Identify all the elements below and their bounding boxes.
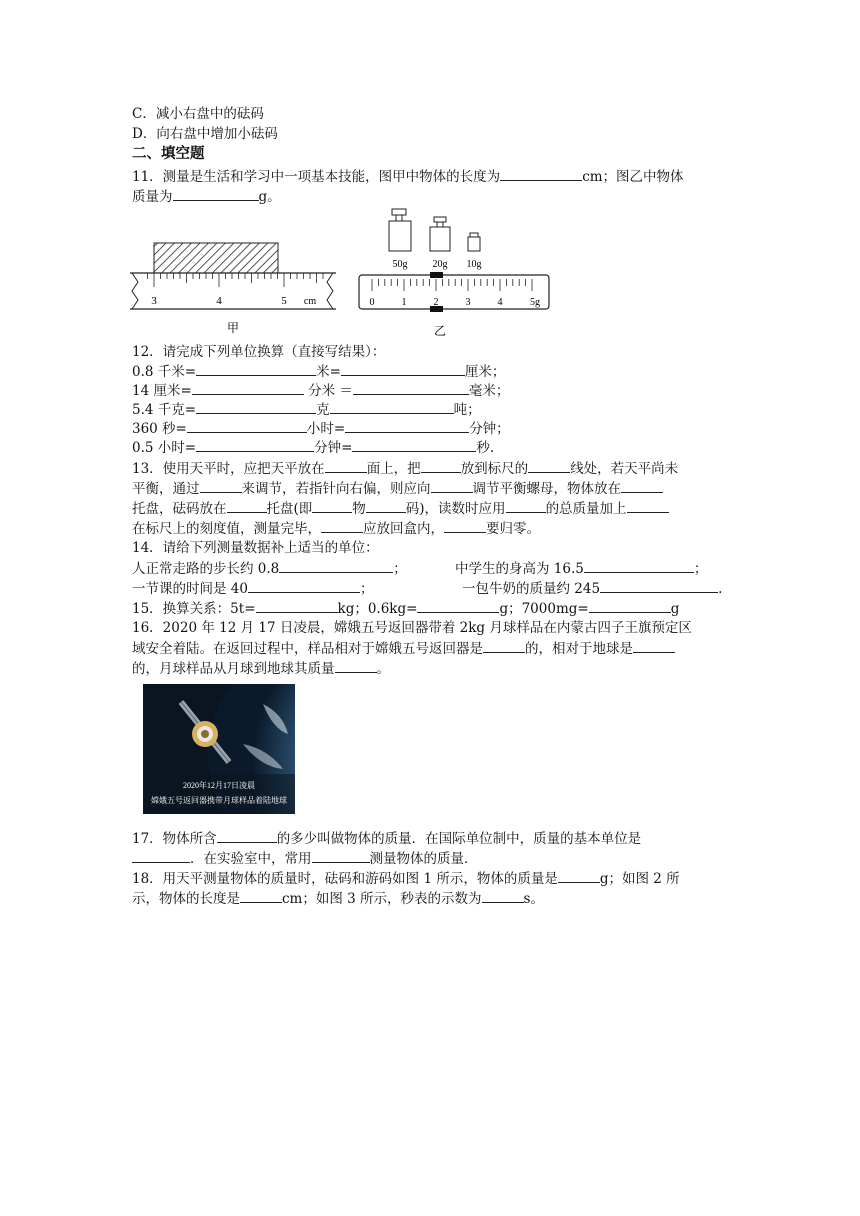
rider-top (430, 272, 443, 278)
q12-line2: 14 厘米= 分米 ＝ 毫米； (132, 383, 510, 399)
blank[interactable] (325, 459, 367, 473)
scale-labels (370, 297, 541, 308)
q12-line1: 0.8 千米= 米= 厘米； (132, 364, 506, 380)
option-d: D．向右盘中增加小砝码 (132, 126, 278, 142)
blank[interactable] (279, 559, 393, 573)
q14-title: 14．请给下列测量数据补上适当的单位： (132, 540, 379, 556)
caption: 乙 (433, 324, 447, 338)
blank[interactable] (482, 889, 524, 903)
blank[interactable] (132, 849, 190, 863)
blank[interactable] (187, 419, 307, 433)
q16-line2: 域安全着陆。在返回过程中，样品相对于嫦娥五号返回器是 的，相对于地球是 (132, 639, 675, 658)
blank[interactable] (500, 167, 582, 181)
blank[interactable] (196, 438, 314, 452)
q13-line4: 在标尺上的刻度值，测量完毕， 应放回盒内， 要归零。 (132, 521, 540, 537)
blank[interactable] (483, 639, 525, 653)
q17-line1: 17．物体所含 的多少叫做物体的质量．在国际单位制中，质量的基本单位是 (132, 831, 642, 847)
photo-caption-1: 2020年12月17日凌晨 (183, 781, 255, 790)
blank[interactable] (196, 362, 316, 376)
tick-label: 4 (497, 297, 503, 308)
q18-line1: 18．用天平测量物体的质量时，砝码和游码如图 1 所示，物体的质量是 g；如图 2 所 (132, 871, 680, 887)
blank[interactable] (173, 187, 259, 201)
q15-line: 15．换算关系：5t= kg；0.6kg= g；7000mg= g (132, 601, 680, 617)
scale-beam (359, 275, 549, 309)
blank[interactable] (192, 381, 304, 395)
blank[interactable] (506, 499, 546, 513)
tick-label: 5 (281, 295, 287, 307)
tick-label: 1 (401, 297, 407, 308)
blank[interactable] (627, 499, 669, 513)
q14-d: 一包牛奶的质量约 245 . (462, 581, 723, 597)
blank[interactable] (431, 479, 473, 493)
q13-line3: 托盘，砝码放在 托盘(即 物 码)，读数时应用 的总质量加上 (132, 499, 669, 518)
blank[interactable] (353, 381, 469, 395)
q14-b: 中学生的身高为 16.5 ； (455, 561, 708, 577)
tick-label: 2 (433, 297, 439, 308)
blank[interactable] (200, 479, 242, 493)
tick-label: 5g (530, 297, 540, 308)
option-c: C．减小右盘中的砝码 (132, 106, 264, 122)
tick-label: 3 (465, 297, 471, 308)
blank[interactable] (345, 419, 469, 433)
change5-photo (143, 684, 295, 814)
tick-label: 3 (151, 295, 157, 307)
weight-50g (389, 209, 411, 270)
q16-line3: 的，月球样品从月球到地球其质量 。 (132, 661, 390, 677)
blank[interactable] (621, 479, 663, 493)
blank[interactable] (335, 659, 377, 673)
blank[interactable] (366, 499, 406, 513)
blank[interactable] (633, 639, 675, 653)
blank[interactable] (589, 599, 671, 613)
blank[interactable] (421, 459, 461, 473)
blank[interactable] (341, 362, 465, 376)
blank[interactable] (600, 579, 718, 593)
photo-caption-2: 嫦娥五号返回器携带月球样品着陆地球 (151, 796, 287, 805)
q11-line2: 质量为 g。 (132, 189, 281, 205)
weight-20g (430, 217, 450, 270)
blank[interactable] (528, 459, 570, 473)
photo-illustration (143, 684, 295, 814)
blank[interactable] (196, 400, 316, 414)
blank[interactable] (321, 519, 363, 533)
figure-jia (128, 238, 338, 338)
q14-c: 一节课的时间是 40 ； (132, 581, 374, 597)
q12-line4: 360 秒= 小时= 分钟； (132, 421, 510, 437)
q11-line1: 11．测量是生活和学习中一项基本技能，图甲中物体的长度为 cm；图乙中物体 (132, 169, 684, 185)
blank[interactable] (558, 869, 600, 883)
svg-text:10g: 10g (466, 259, 482, 270)
tick-label: 4 (216, 295, 222, 307)
q13-line2: 平衡，通过 来调节，若指针向右偏，则应向 调节平衡螺母，物体放在 (132, 479, 663, 498)
blank[interactable] (256, 599, 338, 613)
blank[interactable] (240, 889, 282, 903)
q12-title: 12．请完成下列单位换算（直接写结果）： (132, 344, 386, 360)
blank[interactable] (248, 579, 360, 593)
weight-10g (467, 233, 482, 270)
svg-text:20g: 20g (432, 259, 448, 270)
blank[interactable] (312, 849, 370, 863)
ruler-figure (128, 238, 338, 338)
unit-label: cm (303, 296, 317, 307)
blank[interactable] (352, 438, 476, 452)
q16-line1: 16．2020 年 12 月 17 日凌晨，嫦娥五号返回器带着 2kg 月球样品在内蒙古四子王旗预定区 (132, 620, 692, 636)
figure-yi (356, 205, 556, 340)
q17-line2: ．在实验室中，常用 测量物体的质量． (132, 849, 478, 868)
blank[interactable] (330, 400, 454, 414)
caption: 甲 (226, 321, 240, 335)
svg-text:50g: 50g (392, 259, 408, 270)
blank[interactable] (444, 519, 486, 533)
blank[interactable] (312, 499, 352, 513)
section-heading: 二、填空题 (132, 145, 205, 162)
q13-line1: 13．使用天平时，应把天平放在 面上，把 放到标尺的 线处，若天平尚未 (132, 461, 679, 477)
q18-line2: 示，物体的长度是 cm；如图 3 所示，秒表的示数为 s。 (132, 891, 544, 907)
blank[interactable] (227, 499, 267, 513)
scale-ticks (372, 279, 532, 291)
blank[interactable] (584, 559, 694, 573)
q14-a: 人正常走路的步长约 0.8 ； (132, 561, 407, 577)
balance-figure (356, 205, 556, 340)
measured-object (154, 243, 278, 273)
ruler-ticks (148, 273, 324, 287)
blank[interactable] (217, 829, 277, 843)
q12-line3: 5.4 千克= 克 吨； (132, 402, 481, 418)
blank[interactable] (417, 599, 499, 613)
q12-line5: 0.5 小时= 分钟= 秒. (132, 440, 495, 456)
tick-label: 0 (369, 297, 375, 308)
